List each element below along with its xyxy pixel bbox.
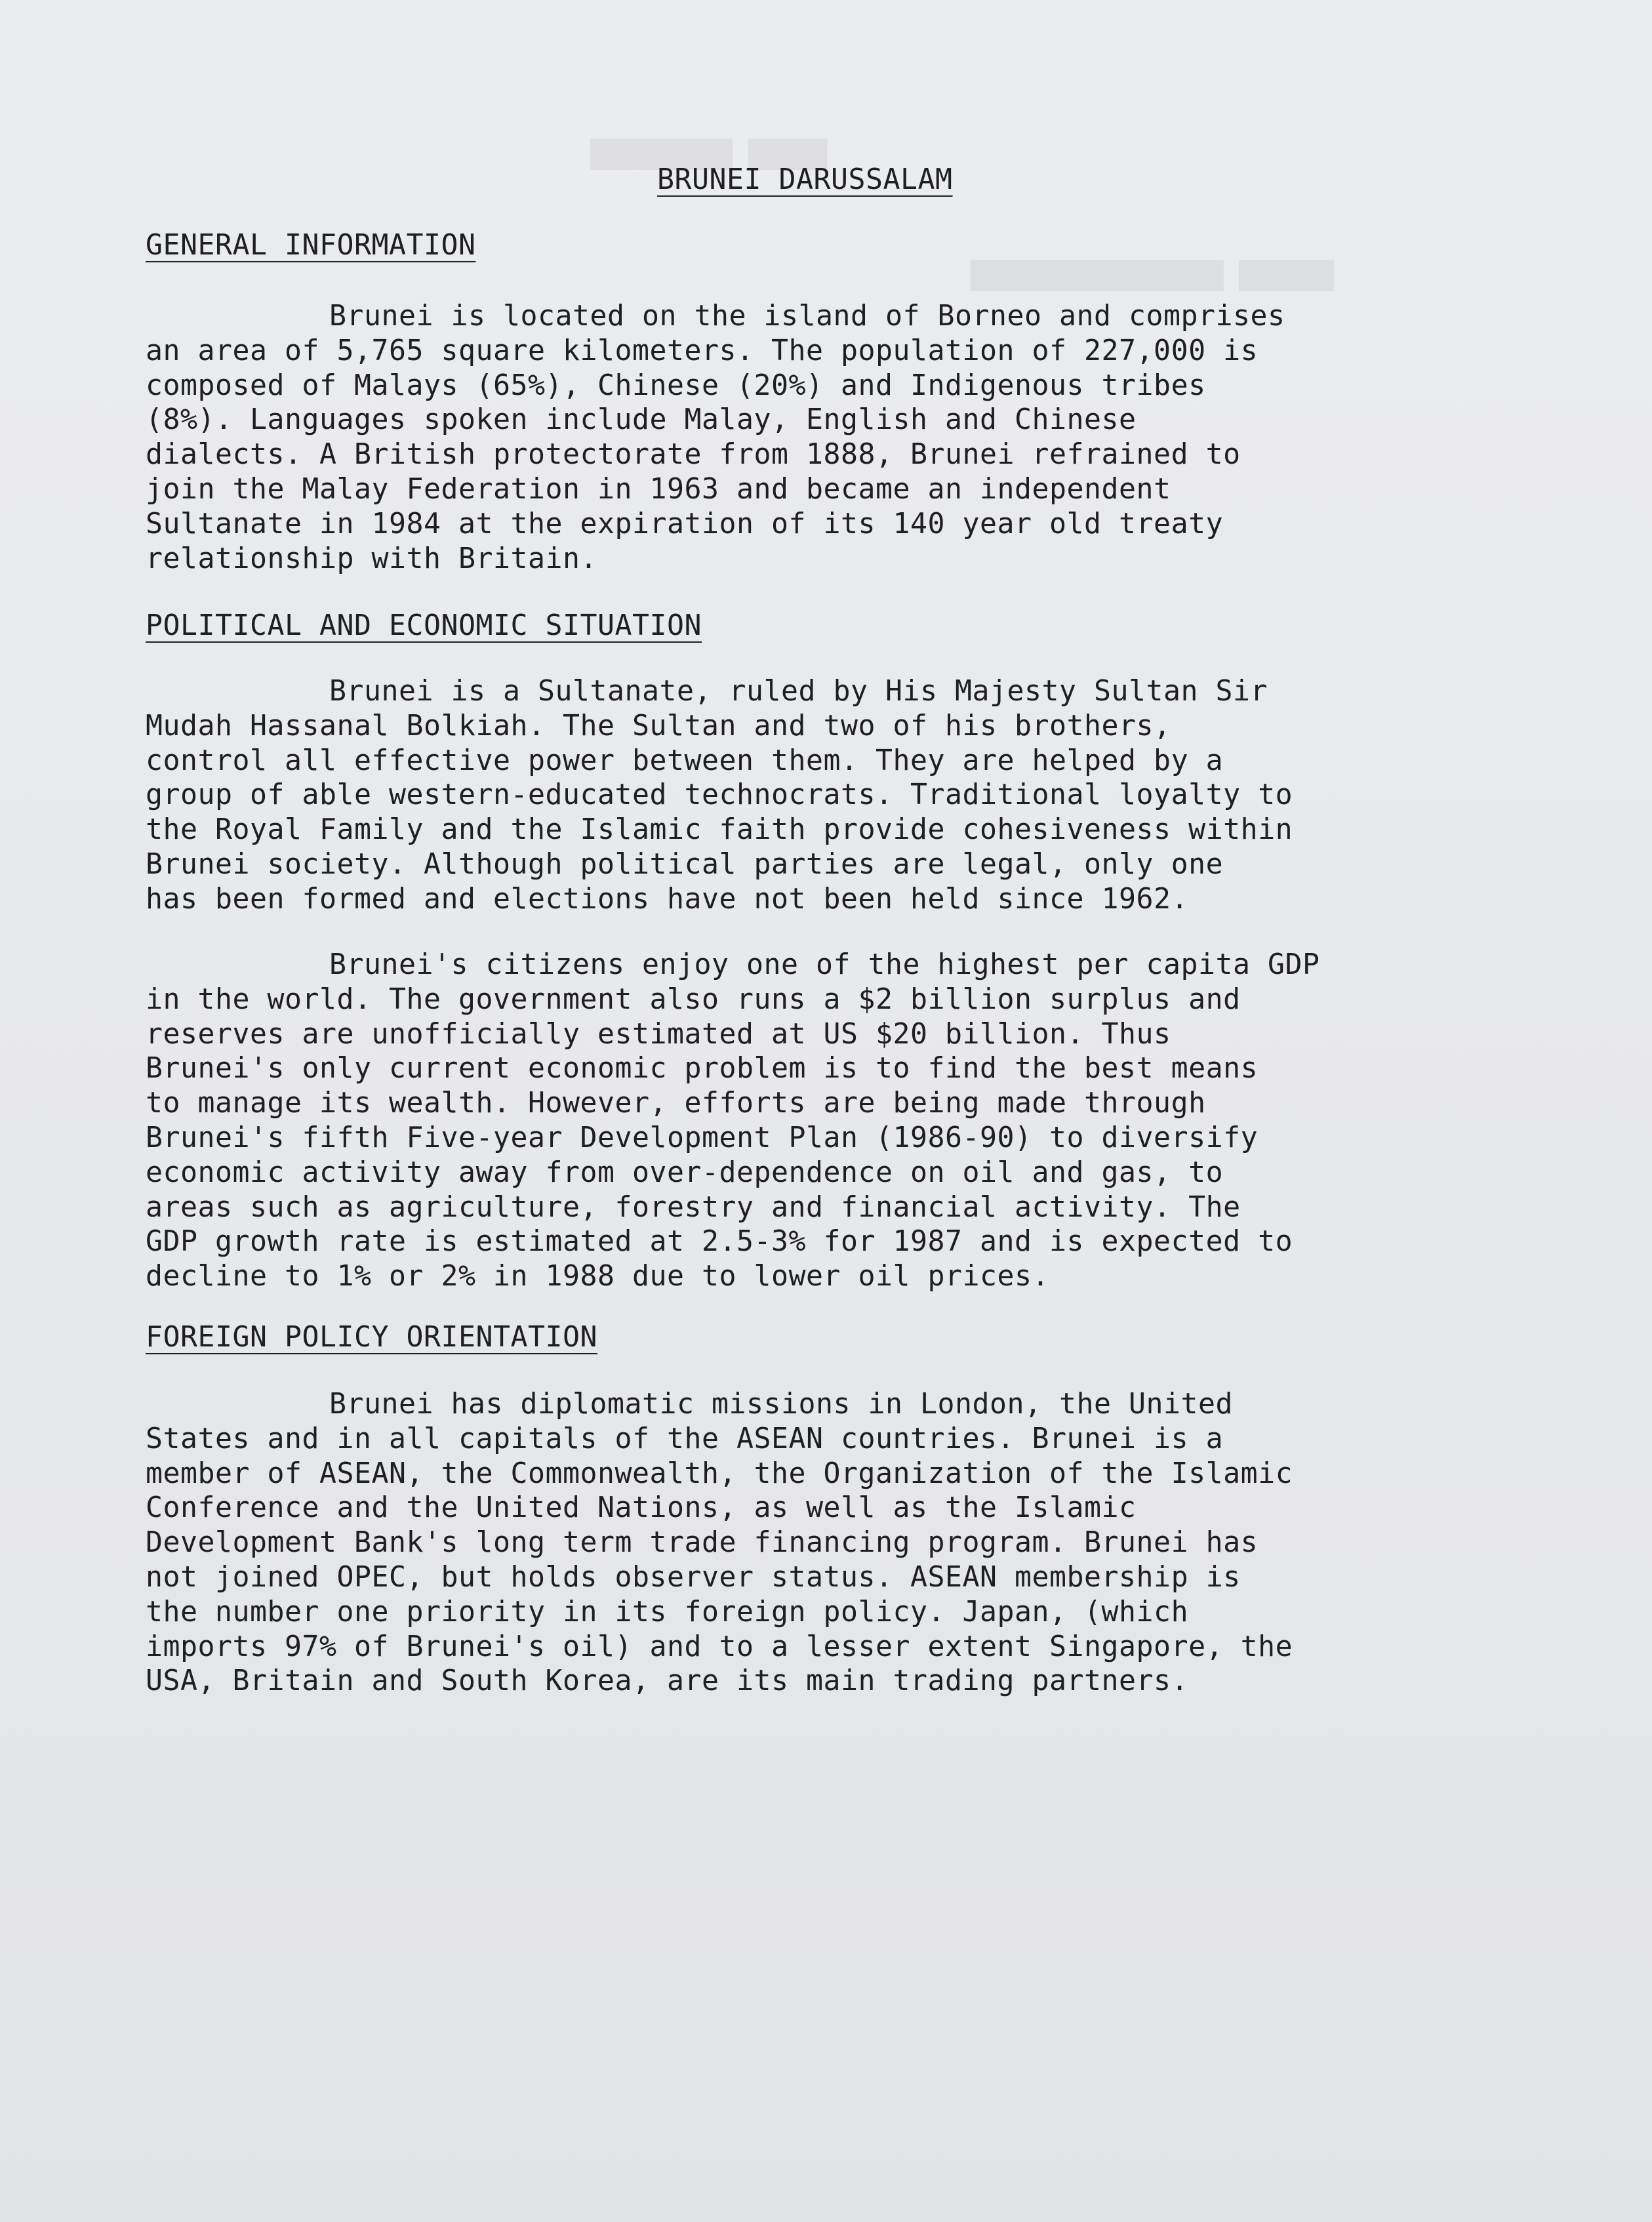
section-heading-foreign-policy: FOREIGN POLICY ORIENTATION: [146, 1321, 598, 1354]
paragraph-general-information: Brunei is located on the island of Borneo and comprises an area of 5,765 square kilometers. The population of 227,000 is composed of Malays (65%), Chinese (20%) and Indigenous tribes (8%). Languages spoken include Malay, English and Chinese dialects. A British protectorate from 1888, Brunei refrained to join the Malay Federation in 1963 and became an independent Sultanate in 1984 at the expiration of its 140 year old treaty relationship with Britain.: [146, 300, 1285, 575]
bleed-through-texture: █████ █████████: [590, 140, 828, 170]
paragraph-foreign-policy: Brunei has diplomatic missions in London, the United States and in all capitals of the ASEAN countries. Brunei is a member of ASEAN, the Commonwealth, the Organization of the Islamic Conference and the United Nations, as well as the Islamic Development Bank's long term trade financing program. Brunei has not joined OPEC, but holds observer status. ASEAN membership is the number one priority in its foreign policy. Japan, (which imports 97% of Brunei's oil) and to a lesser extent Singapore, the USA, Britain and South Korea, are its main trading partners.: [146, 1388, 1293, 1698]
bleed-through-texture: ██████ ████████████████: [971, 261, 1334, 291]
paragraph-political-situation: Brunei is a Sultanate, ruled by His Majesty Sultan Sir Mudah Hassanal Bolkiah. The Sultan and two of his brothers, control all effective power between them. They are helped by a group of able western-educated technocrats. Traditional loyalty to the Royal Family and the Islamic faith provide cohesiveness within Brunei society. Although political parties are legal, only one has been formed and elections have not been held since 1962.: [146, 675, 1293, 916]
section-heading-general-information: GENERAL INFORMATION: [146, 229, 476, 262]
section-heading-political-economic: POLITICAL AND ECONOMIC SITUATION: [146, 609, 702, 642]
paragraph-economic-situation: Brunei's citizens enjoy one of the highest per capita GDP in the world. The government also runs a $2 billion surplus and reserves are unofficially estimated at US $20 billion. Thus Brunei's only current economic problem is to find the best means to manage its wealth. However, efforts are being made through Brunei's fifth Five-year Development Plan (1986-90) to diversify economic activity away from over-dependence on oil and gas, to areas such as agriculture, forestry and financial activity. The GDP growth rate is estimated at 2.5-3% for 1987 and is expected to decline to 1% or 2% in 1988 due to lower oil prices.: [146, 948, 1320, 1293]
document-title: BRUNEI DARUSSALAM: [657, 163, 953, 196]
